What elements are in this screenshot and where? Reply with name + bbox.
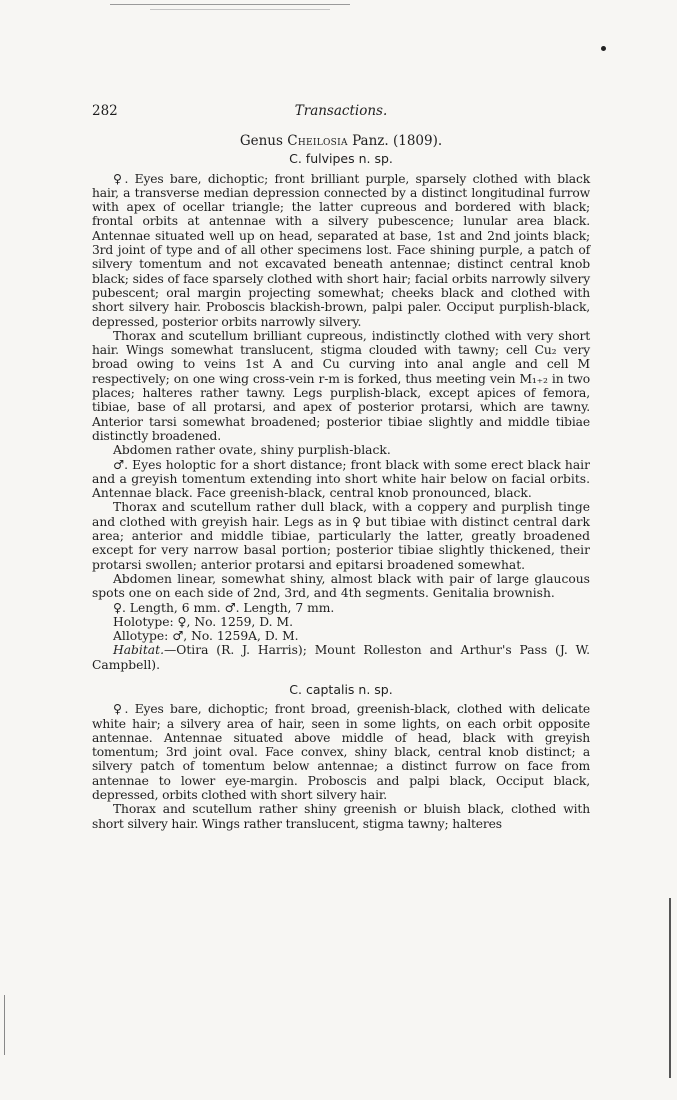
length-line: ♀. Length, 6 mm. ♂. Length, 7 mm.: [113, 600, 335, 615]
scan-speck: [601, 46, 606, 51]
scan-edge-mark: [669, 898, 671, 1078]
habitat-label: Habitat.: [113, 643, 164, 658]
habitat-paragraph: [92, 643, 590, 672]
species-title: C. fulvipes n. sp.: [289, 151, 393, 167]
species-title: C. captalis n. sp.: [289, 681, 393, 697]
page-body: [92, 104, 590, 831]
description-paragraph: Abdomen rather ovate, shiny purplish-black.: [113, 443, 391, 458]
genus-authority: Panz. (1809).: [347, 133, 443, 149]
holotype-line: Holotype: ♀, No. 1259, D. M.: [113, 614, 293, 629]
genus-prefix: Genus: [239, 133, 288, 149]
genus-name: Cheilosia: [287, 133, 348, 149]
description-paragraph: Abdomen linear, somewhat shiny, almost black with pair of large glaucous spots one on each side of 2nd, 3rd, and 4th segments. Genitalia brownish.: [92, 571, 590, 601]
genus-heading: [92, 134, 590, 148]
description-paragraph: Thorax and scutellum rather dull black, with a coppery and purplish tinge and clothed with greyish hair. Legs as in ♀ but tibiae with distinct central dark area; anterior and middle tibiae, particularly the latter, greatly broadened except for very narrow basal portion; posterior tibiae slightly thickened, their protarsi swollen; anterior protarsi and epitarsi broadened somewhat.: [92, 500, 590, 572]
page-number: 282: [92, 103, 118, 119]
running-head: [92, 104, 590, 122]
scan-artifact-line: [150, 9, 330, 10]
journal-title: Transactions.: [294, 103, 388, 119]
description-paragraph: ♀. Eyes bare, dichoptic; front brilliant purple, sparsely clothed with black hair, a transverse median depression connected by a distinct longitudinal furrow with apex of ocellar triangle; the latter cupreous and bordered with black; frontal orbits at antennae with a silvery pubescence; lunular area black. Antennae situated well up on head, separated at base, 1st and 2nd joints black; 3rd joint of type and of all other specimens lost. Face shining purple, a patch of silvery tomentum and not excavated beneath antennae; distinct central knob black; sides of face sparsely clothed with short hair; facial orbits narrowly silvery pubescent; oral margin projecting somewhat; cheeks black and clothed with short silvery hair. Proboscis blackish-brown, palpi paler. Occiput purplish-black, depressed, posterior orbits narrowly silvery.: [92, 171, 590, 329]
description-paragraph: Thorax and scutellum rather shiny greenish or bluish black, clothed with short silvery hair. Wings rather translucent, stigma tawny; halteres: [92, 802, 590, 831]
description-paragraph: Thorax and scutellum brilliant cupreous, indistinctly clothed with very short hair. Wings somewhat translucent, stigma clouded with tawny; cell Cu₂ very broad owing to veins 1st A and Cu curving into anal angle and cell M respectively; on one wing cross-vein r-m is forked, thus meeting vein M₁₊₂ in two places; halteres rather tawny. Legs purplish-black, except apices of femora, tibiae, base of all protarsi, and apex of posterior protarsi, which are tawny. Anterior tarsi somewhat broadened; posterior tibiae slightly and middle tibiae distinctly broadened.: [92, 328, 590, 443]
habitat-text: —Otira (R. J. Harris); Mount Rolleston and Arthur's Pass (J. W. Campbell).: [92, 643, 590, 672]
description-paragraph: ♀. Eyes bare, dichoptic; front broad, greenish-black, clothed with delicate white hair; a silvery area of hair, seen in some lights, on each orbit opposite antennae. Antennae situated above middle of head, black with greyish tomentum; 3rd joint oval. Face convex, shiny black, central knob distinct; a silvery patch of tomentum below antennae; a distinct furrow on face from antennae to lower eye-margin. Proboscis and palpi black, Occiput black, depressed, orbits clothed with short silvery hair.: [92, 702, 590, 803]
scan-artifact-line: [110, 4, 350, 5]
scan-edge-mark: [4, 995, 5, 1055]
description-paragraph: ♂. Eyes holoptic for a short distance; front black with some erect black hair and a greyish tomentum extending into short white hair below on facial orbits. Antennae black. Face greenish-black, central knob pronounced, black.: [92, 457, 590, 501]
allotype-line: Allotype: ♂, No. 1259A, D. M.: [113, 629, 299, 644]
